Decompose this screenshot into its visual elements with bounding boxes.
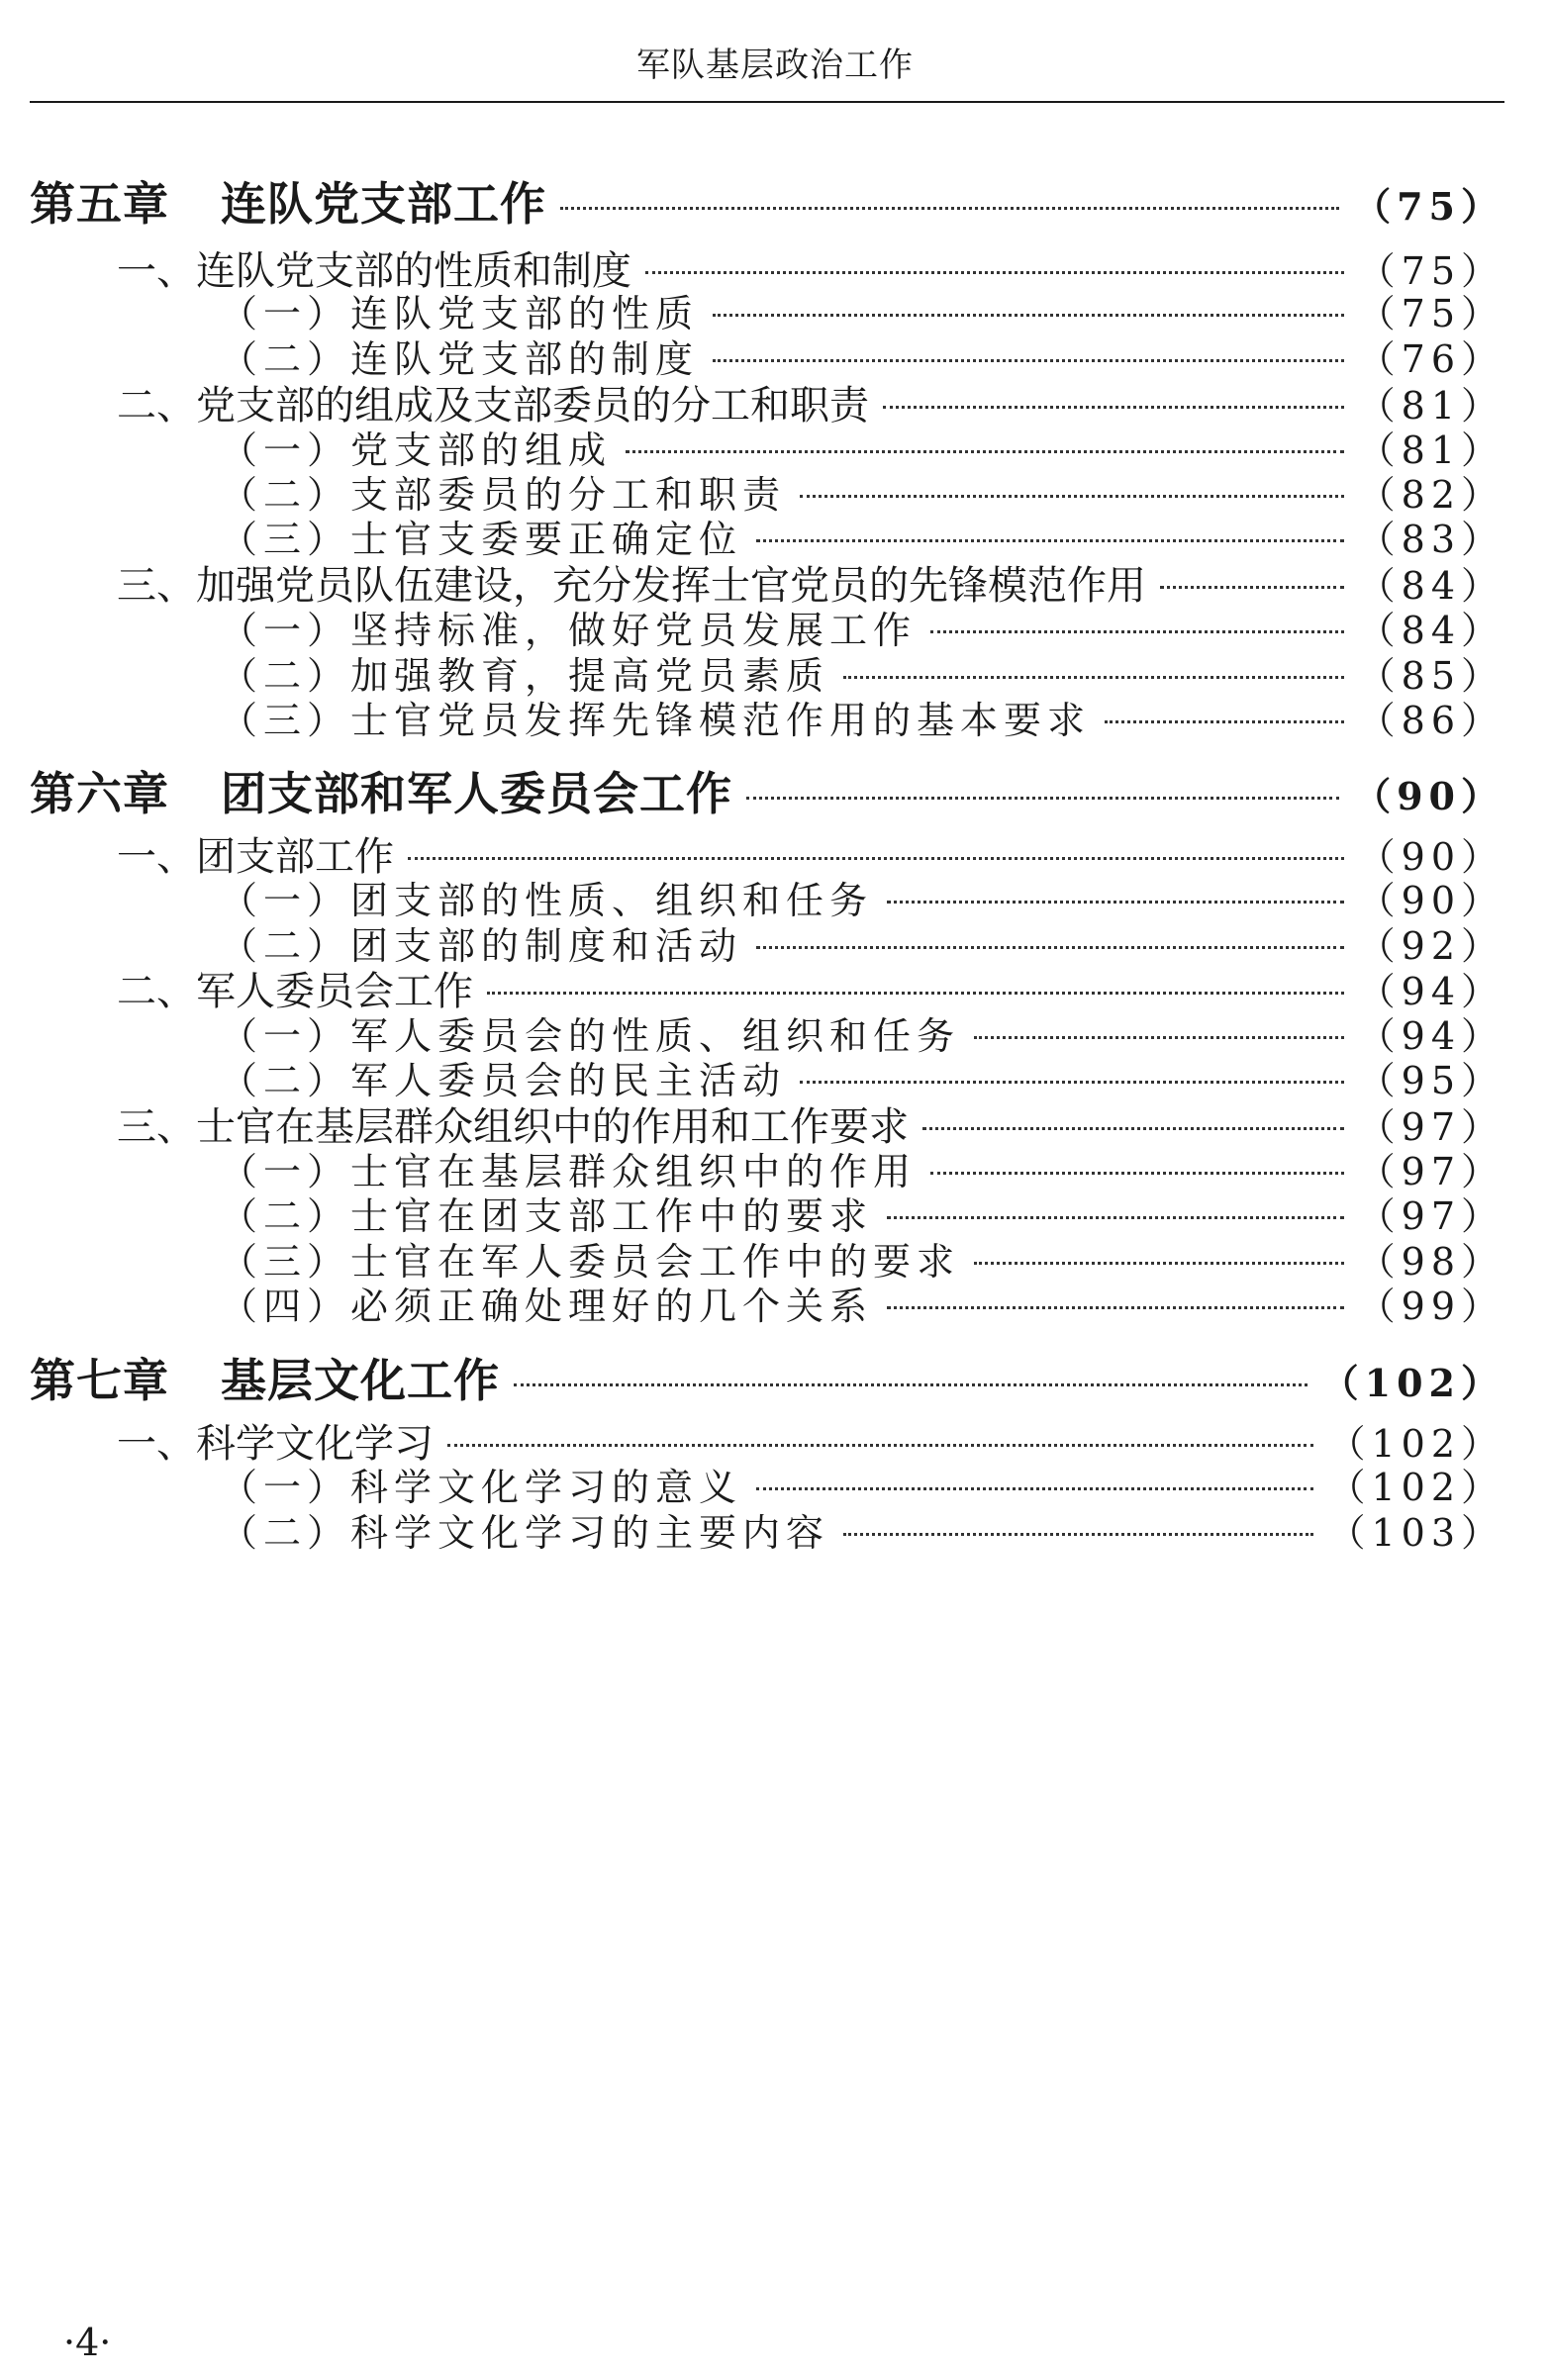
toc-entry-title: 一、连队党支部的性质和制度 <box>117 248 631 294</box>
dot-leader <box>922 1127 1344 1130</box>
toc-entry-title: 基层文化工作 <box>221 1354 500 1407</box>
toc-entry-title: 三、加强党员队伍建设，充分发挥士官党员的先锋模范作用 <box>117 563 1146 609</box>
toc-page-number: （94） <box>1357 1014 1504 1058</box>
toc-page-number: （75） <box>1353 184 1504 229</box>
dot-leader <box>887 1216 1344 1219</box>
dot-leader <box>713 314 1344 317</box>
toc-entry-label <box>30 690 1091 744</box>
dot-leader <box>1105 720 1344 723</box>
toc-page-number: （90） <box>1357 879 1504 922</box>
header-rule <box>30 101 1504 103</box>
dot-leader <box>843 1533 1313 1536</box>
toc-page-number: （98） <box>1357 1240 1504 1284</box>
toc-page-number: （102） <box>1327 1422 1504 1466</box>
toc-page-number: （90） <box>1357 835 1504 879</box>
dot-leader <box>974 1036 1344 1039</box>
toc-page-number: （97） <box>1357 1150 1504 1193</box>
toc-chapter-entry[interactable] <box>30 758 1504 823</box>
dot-leader <box>800 1081 1344 1084</box>
chapter-number: 第六章 <box>30 767 169 820</box>
dot-leader <box>887 901 1344 904</box>
toc-chapter-entry[interactable] <box>30 168 1504 234</box>
toc-page-number: （84） <box>1357 564 1504 608</box>
dot-leader <box>974 1262 1344 1265</box>
toc-page-number: （90） <box>1353 774 1504 818</box>
toc-entry-title: （三）士官党员发挥先锋模范作用的基本要求 <box>220 699 1092 742</box>
toc-entry-title: （二）连队党支部的制度 <box>220 337 700 381</box>
page-number: ·4· <box>63 2321 112 2364</box>
dot-leader <box>843 676 1344 679</box>
toc-entry-title: （四）必须正确处理好的几个关系 <box>220 1285 874 1328</box>
dot-leader <box>887 1306 1344 1309</box>
toc-sub-entry[interactable] <box>30 690 1504 744</box>
dot-leader <box>626 450 1344 453</box>
dot-leader <box>447 1444 1313 1447</box>
toc-entry-label <box>30 168 546 234</box>
toc-entry-title: （二）加强教育，提高党员素质 <box>220 654 830 698</box>
toc-entry-title: （三）士官在军人委员会工作中的要求 <box>220 1240 961 1284</box>
dot-leader <box>713 359 1344 362</box>
chapter-number: 第七章 <box>30 1354 169 1407</box>
chapter-number: 第五章 <box>30 177 169 231</box>
toc-page-number: （97） <box>1357 1194 1504 1238</box>
toc-entry-title: （二）军人委员会的民主活动 <box>220 1059 787 1102</box>
toc-page-number: （83） <box>1357 518 1504 561</box>
toc-entry-label <box>30 1502 829 1557</box>
toc-entry-title: 二、党支部的组成及支部委员的分工和职责 <box>117 383 869 428</box>
toc-sub-entry[interactable] <box>30 1502 1504 1557</box>
toc-page-number: （76） <box>1357 337 1504 381</box>
dot-leader <box>1160 586 1344 589</box>
dot-leader <box>487 992 1344 995</box>
toc-page-number: （81） <box>1357 384 1504 428</box>
toc-entry-title: 三、士官在基层群众组织中的作用和工作要求 <box>117 1104 909 1150</box>
toc-page-number: （103） <box>1327 1511 1504 1555</box>
dot-leader <box>756 1487 1313 1490</box>
toc-entry-title: 二、军人委员会工作 <box>117 969 473 1014</box>
dot-leader <box>930 1172 1344 1175</box>
toc-entry-title: （三）士官支委要正确定位 <box>220 518 743 561</box>
dot-leader <box>756 539 1344 542</box>
dot-leader <box>883 406 1344 409</box>
toc-sub-entry[interactable] <box>30 1276 1504 1330</box>
dot-leader <box>514 1383 1308 1386</box>
toc-entry-title: （二）士官在团支部工作中的要求 <box>220 1194 874 1238</box>
toc-entry-title: （二）支部委员的分工和职责 <box>220 473 787 517</box>
toc-entry-title: （一）党支部的组成 <box>220 428 613 472</box>
dot-leader <box>930 630 1344 633</box>
toc-page-number: （81） <box>1357 428 1504 472</box>
toc-page-number: （86） <box>1357 699 1504 742</box>
dot-leader <box>756 946 1344 949</box>
toc-entry-title: （一）士官在基层群众组织中的作用 <box>220 1150 918 1193</box>
toc-page-number: （75） <box>1357 292 1504 335</box>
toc-page-number: （102） <box>1320 1361 1504 1405</box>
dot-leader <box>408 857 1344 860</box>
dot-leader <box>746 797 1339 800</box>
toc-page-number: （97） <box>1357 1105 1504 1149</box>
dot-leader <box>800 495 1344 498</box>
dot-leader <box>560 207 1339 210</box>
toc-entry-title: （二）科学文化学习的主要内容 <box>220 1511 830 1555</box>
toc-page-number: （84） <box>1357 609 1504 652</box>
toc-entry-label <box>30 1345 500 1410</box>
toc-page-number: （102） <box>1327 1466 1504 1509</box>
toc-page-number: （92） <box>1357 924 1504 968</box>
toc-entry-title: 团支部和军人委员会工作 <box>221 767 732 820</box>
toc-page-number: （85） <box>1357 654 1504 698</box>
toc-entry-title: （一）连队党支部的性质 <box>220 292 700 335</box>
toc-page-number: （95） <box>1357 1059 1504 1102</box>
running-header: 军队基层政治工作 <box>636 46 914 85</box>
toc-entry-title: （二）团支部的制度和活动 <box>220 924 743 968</box>
dot-leader <box>645 271 1344 274</box>
toc-entry-title: 连队党支部工作 <box>221 177 546 231</box>
toc-entry-label <box>30 1276 873 1330</box>
toc-entry-title: 一、团支部工作 <box>117 834 394 880</box>
toc-entry-title: （一）科学文化学习的意义 <box>220 1466 743 1509</box>
toc-entry-title: 一、科学文化学习 <box>117 1421 434 1467</box>
toc-page-number: （82） <box>1357 473 1504 517</box>
toc-entry-title: （一）团支部的性质、组织和任务 <box>220 879 874 922</box>
toc-entry-title: （一）坚持标准，做好党员发展工作 <box>220 609 918 652</box>
toc-page-number: （94） <box>1357 970 1504 1013</box>
toc-page-number: （75） <box>1357 249 1504 293</box>
toc-entry-label <box>30 758 732 823</box>
toc-chapter-entry[interactable] <box>30 1345 1504 1410</box>
toc-entry-title: （一）军人委员会的性质、组织和任务 <box>220 1014 961 1058</box>
toc-page-number: （99） <box>1357 1285 1504 1328</box>
